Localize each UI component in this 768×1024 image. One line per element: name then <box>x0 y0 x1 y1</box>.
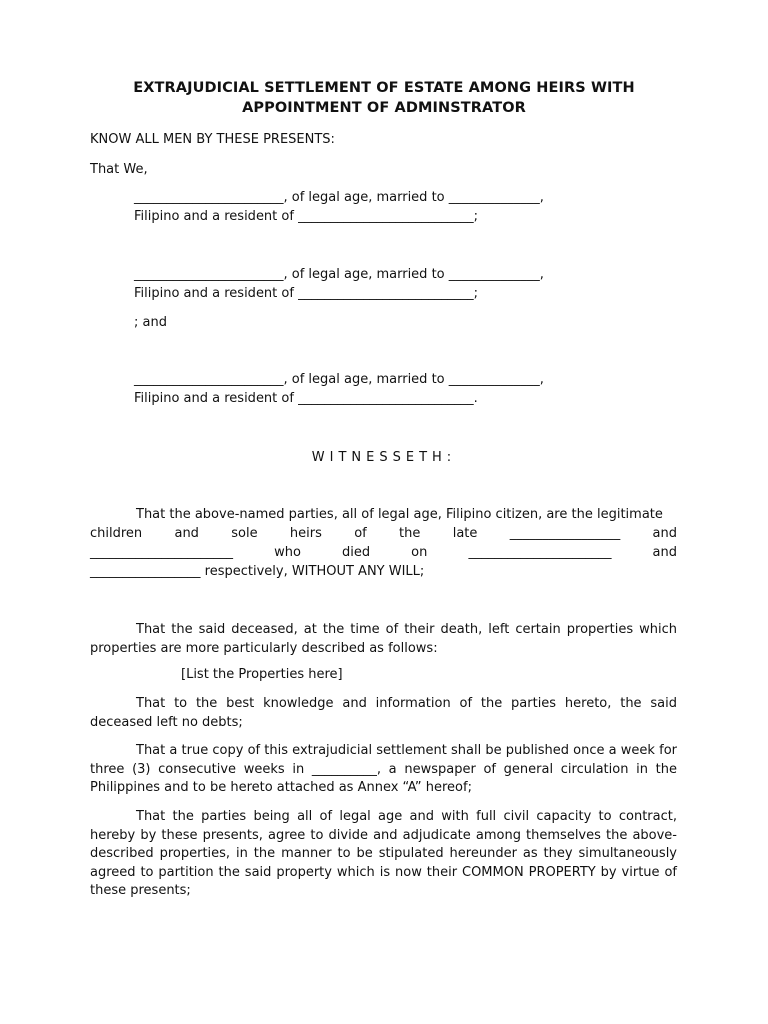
paragraph-1-line-3: ______________________ who died on ______________________ and <box>90 545 677 560</box>
heir-2-line-1: _______________________, of legal age, married to ______________, <box>134 267 544 282</box>
heir-1-line-2: Filipino and a resident of ___________________________; <box>134 209 478 224</box>
paragraph-5-text: That the parties being all of legal age and with full civil capacity to contract, hereby by these presents, agree to divide and adjudicate among themselves the above-described properties, in the manner to be stipulated hereunder as they simultaneously agreed to partition the said property which is now their COMMON PROPERTY by virtue of these presents; <box>90 809 677 898</box>
paragraph-4 <box>90 742 677 798</box>
paragraph-4-text: That a true copy of this extrajudicial settlement shall be published once a week for three (3) consecutive weeks in __________, a newspaper of general circulation in the Philippines and to be hereto attached as Annex “A” hereof; <box>90 743 677 795</box>
heir-3-line-2: Filipino and a resident of ___________________________. <box>134 391 478 406</box>
document-title-line-2: APPOINTMENT OF ADMINSTRATOR <box>242 100 526 116</box>
document-title-line-1: EXTRAJUDICIAL SETTLEMENT OF ESTATE AMONG HEIRS WITH <box>133 80 635 96</box>
paragraph-5 <box>90 808 677 901</box>
paragraph-1-line-2: children and sole heirs of the late _________________ and <box>90 526 677 541</box>
paragraph-2 <box>90 621 677 658</box>
heir-1-line-1: _______________________, of legal age, married to ______________, <box>134 190 544 205</box>
know-all-men-heading: KNOW ALL MEN BY THESE PRESENTS: <box>90 132 335 147</box>
paragraph-3-text: That to the best knowledge and information of the parties hereto, the said deceased left no debts; <box>90 696 677 730</box>
paragraph-1-line-1: That the above-named parties, all of legal age, Filipino citizen, are the legitimate <box>136 507 663 522</box>
and-text: ; and <box>134 315 167 330</box>
list-properties-placeholder: [List the Properties here] <box>181 667 343 682</box>
paragraph-3 <box>90 695 677 732</box>
that-we-text: That We, <box>90 162 148 177</box>
heir-3-line-1: _______________________, of legal age, married to ______________, <box>134 372 544 387</box>
heir-2-line-2: Filipino and a resident of ___________________________; <box>134 286 478 301</box>
witnesseth-heading: WITNESSETH: <box>311 450 457 465</box>
paragraph-1-line-4: _________________ respectively, WITHOUT ANY WILL; <box>90 564 425 579</box>
paragraph-2-text: That the said deceased, at the time of their death, left certain properties which properties are more particularly described as follows: <box>90 622 677 656</box>
